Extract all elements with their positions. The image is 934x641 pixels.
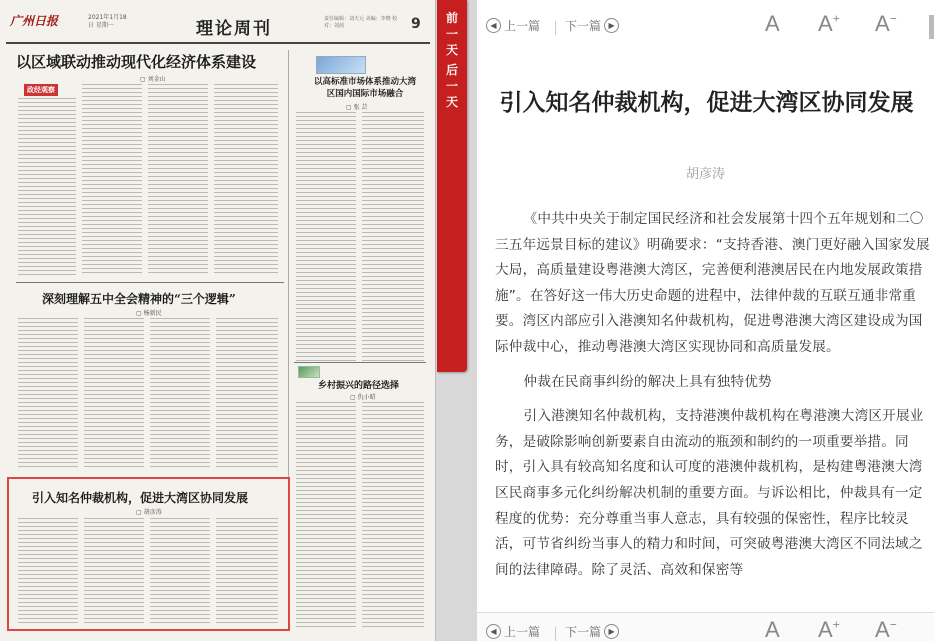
headline-lead[interactable]: 以区域联动推动现代化经济体系建设 [16, 53, 257, 71]
text-column [296, 402, 356, 630]
prev-day-label: 前一天 [445, 11, 458, 57]
reader-toolbar-top [477, 11, 934, 57]
page-number: 9 [411, 16, 421, 32]
newspaper-page[interactable] [0, 0, 436, 641]
plus-icon: + [832, 617, 840, 632]
text-column [150, 318, 210, 468]
byline-right-top: ▢ 张 芸 [346, 104, 368, 111]
divider [294, 362, 426, 363]
text-column [296, 112, 356, 362]
toolbar-separator [555, 627, 556, 641]
selected-article-highlight[interactable] [7, 477, 290, 631]
text-column [18, 318, 78, 468]
font-increase-button[interactable] [818, 11, 840, 37]
next-day-link[interactable] [437, 62, 467, 110]
article-author: 胡彦涛 [685, 167, 725, 182]
next-article-label: 下一篇 [565, 625, 602, 639]
chevron-left-icon: ◀ [486, 624, 501, 639]
text-column [362, 112, 424, 362]
font-reset-button[interactable] [765, 617, 780, 641]
headline-right-top[interactable]: 以高标准市场体系推动大湾区国内国际市场融合 [313, 77, 416, 99]
plus-icon: + [832, 11, 840, 26]
headline-third[interactable]: 引入知名仲裁机构，促进大湾区协同发展 [32, 491, 249, 505]
font-reset-label: A [765, 11, 780, 36]
divider [16, 282, 284, 283]
prev-article-label: 上一篇 [504, 625, 541, 639]
headline-right-bottom[interactable]: 乡村振兴的路径选择 [318, 381, 400, 391]
article-body [495, 207, 932, 607]
minus-icon: − [889, 11, 897, 26]
text-column [362, 402, 424, 630]
prev-day-link[interactable] [437, 10, 467, 58]
masthead-meta: 责任编辑：刘天元 美编：李晓 校对：刘茜 [324, 16, 398, 29]
text-column [82, 84, 142, 276]
next-article-button[interactable] [565, 623, 619, 640]
text-column [148, 84, 208, 276]
font-increase-label: A [818, 617, 833, 641]
article-reader [477, 0, 934, 641]
font-increase-button[interactable] [818, 617, 840, 641]
section-title: 理论周刊 [196, 19, 272, 39]
next-article-button[interactable] [565, 17, 619, 34]
chevron-right-icon: ▶ [604, 624, 619, 639]
byline-second: ▢ 杨新民 [136, 310, 162, 317]
text-column [214, 84, 278, 276]
font-decrease-label: A [875, 11, 890, 36]
next-article-label: 下一篇 [565, 19, 602, 33]
reader-toolbar-bottom [477, 612, 934, 641]
font-decrease-label: A [875, 617, 890, 641]
article-title: 引入知名仲裁机构，促进大湾区协同发展 [499, 90, 914, 116]
toolbar-separator [555, 21, 556, 35]
newspaper-logo: 广州日报 [10, 14, 59, 28]
text-column [216, 318, 278, 468]
next-day-label: 后一天 [445, 63, 458, 109]
font-increase-label: A [818, 11, 833, 36]
font-reset-button[interactable] [765, 11, 780, 37]
masthead-date: 2021年1月18日 星期一 [88, 14, 127, 29]
scrollbar-edge[interactable] [929, 15, 934, 39]
byline-lead: ▢ 刘金山 [140, 76, 166, 83]
column-badge: 政经观察 [24, 84, 58, 96]
font-reset-label: A [765, 617, 780, 641]
masthead [6, 6, 430, 44]
minus-icon: − [889, 617, 897, 632]
font-decrease-button[interactable] [875, 11, 897, 37]
article-paragraph: 《中共中央关于制定国民经济和社会发展第十四个五年规划和二〇三五年远景目标的建议》明确要求：“支持香港、澳门更好融入国家发展大局，高质量建设粤港澳大湾区，完善便利港澳居民在内地发展政策措施”。在答好这一伟大历史命题的进程中，法律仲裁的互联互通非常重要。湾区内部应引入港澳知名仲裁机构，促进粤港澳大湾区建设成为国际仲裁中心，推动粤港澳大湾区实现协同和高质量发展。 [495, 211, 930, 355]
byline-right-bottom: ▢ 仇小昭 [350, 394, 376, 401]
text-column [84, 318, 144, 468]
article-thumbnail [316, 56, 366, 74]
prev-article-button[interactable] [486, 17, 540, 34]
text-column [18, 98, 76, 276]
chevron-right-icon: ▶ [604, 18, 619, 33]
prev-article-button[interactable] [486, 623, 540, 640]
prev-article-label: 上一篇 [504, 19, 541, 33]
column-divider [288, 50, 289, 480]
day-navigation-tab [437, 0, 467, 372]
article-paragraph: 引入港澳知名仲裁机构，支持港澳仲裁机构在粤港澳大湾区开展业务，是破除影响创新要素自由流动的瓶颈和制约的一项重要举措。同时，引入具有较高知名度和认可度的港澳仲裁机构，是构建粤港澳大湾区民商事多元化纠纷解决机制的重要方面。与诉讼相比，仲裁具有一定程度的优势：充分尊重当事人意志，具有较强的保密性，程序比较灵活，可节省纠纷当事人的精力和时间，可突破粤港澳大湾区不同法域之间的法律障碍。除了灵活、高效和保密等 [495, 408, 924, 578]
headline-second[interactable]: 深刻理解五中全会精神的“三个逻辑” [42, 292, 236, 306]
article-thumbnail [298, 366, 320, 378]
article-subheading: 仲裁在民商事纠纷的解决上具有独特优势 [523, 373, 772, 390]
font-decrease-button[interactable] [875, 617, 897, 641]
byline-third: ▢ 胡彦涛 [136, 509, 162, 516]
chevron-left-icon: ◀ [486, 18, 501, 33]
